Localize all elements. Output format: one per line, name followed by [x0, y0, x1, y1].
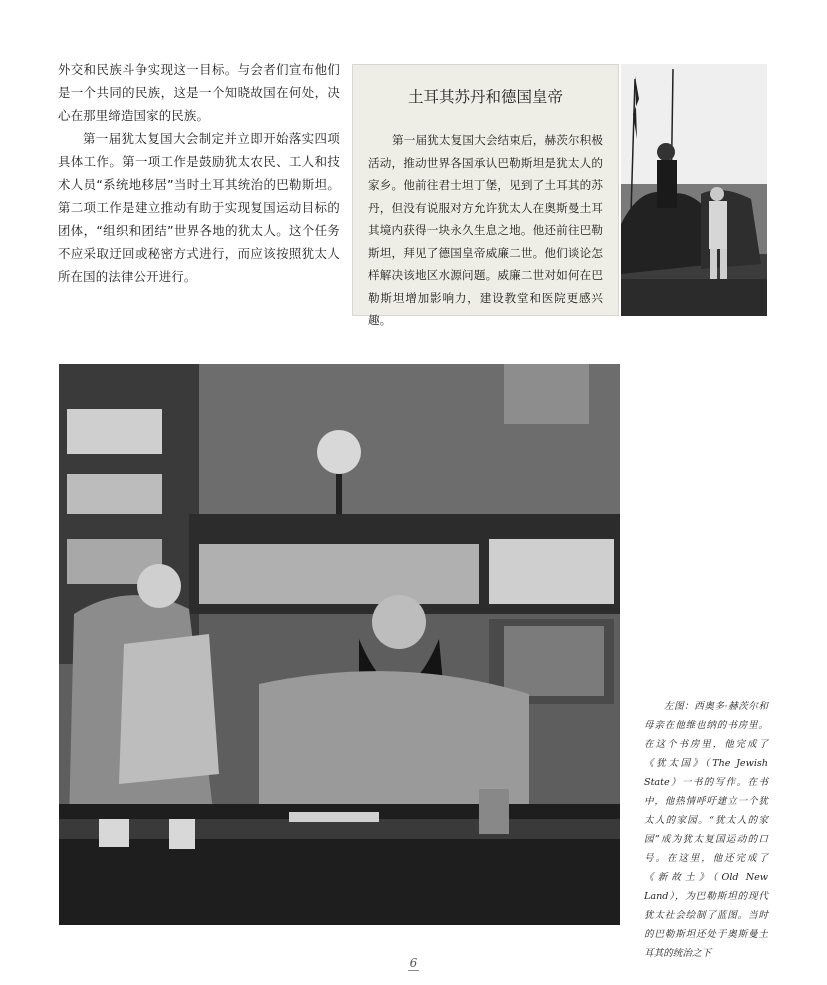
body-paragraph: 外交和民族斗争实现这一目标。与会者们宣布他们是一个共同的民族，这是一个知晓故国在何处，决心在那里缔造国家的民族。 — [58, 62, 340, 123]
photo-herzl-study — [59, 364, 620, 925]
photo-caption — [644, 697, 768, 963]
photo-kaiser-meeting — [621, 64, 767, 316]
page-number — [0, 956, 827, 970]
sidebar-paragraph: 第一届犹太复国大会结束后，赫茨尔积极活动，推动世界各国承认巴勒斯坦是犹太人的家乡。他前往君士坦丁堡，见到了土耳其的苏丹，但没有说服对方允许犹太人在奥斯曼土耳其境内获得一块永久生息之地。他还前往巴勒斯坦，拜见了德国皇帝威廉二世。他们谈论怎样解决该地区水源问题。威廉二世对如何在巴勒斯坦增加影响力，建设教堂和医院更感兴趣。 — [368, 133, 603, 327]
body-paragraph: 第一届犹太复国大会制定并立即开始落实四项具体工作。第一项工作是鼓励犹太农民、工人和技术人员“系统地移居”当时土耳其统治的巴勒斯坦。第二项工作是建立推动有助于实现复国运动目标的团体，“组织和团结”世界各地的犹太人。这个任务不应采取迂回或秘密方式进行，而应该按照犹太人所在国的法律公开进行。 — [58, 131, 340, 284]
sidebar-title: 土耳其苏丹和德国皇帝 — [407, 88, 563, 106]
sidebar-body — [368, 129, 603, 332]
body-text-column — [58, 58, 340, 288]
caption-text: 左图：西奥多·赫茨尔和母亲在他维也纳的书房里。在这个书房里，他完成了《犹太国》（The Jewish State）一书的写作。在书中，他热情呼吁建立一个犹太人的家园。“犹太人的家园”成为犹太复国运动的口号。在这里，他还完成了《新故土》（Old New Land），为巴勒斯坦的现代犹太社会绘制了蓝图。当时的巴勒斯坦还处于奥斯曼土耳其的统治之下 — [644, 701, 768, 959]
sidebar-box — [352, 64, 619, 327]
page-number-value: 6 — [409, 956, 418, 970]
